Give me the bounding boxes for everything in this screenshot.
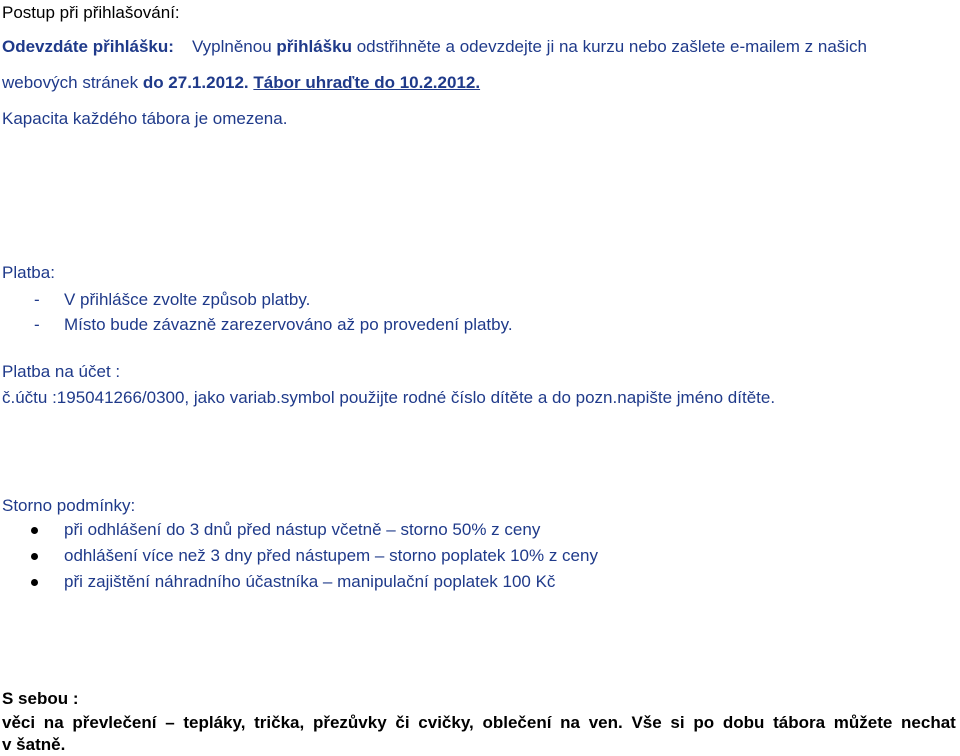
payment-heading: Platba: xyxy=(2,263,55,282)
payment-deadline: Tábor uhraďte do 10.2.2012. xyxy=(253,73,481,92)
bullet-icon xyxy=(31,553,38,560)
payment-item-text: V přihlášce zvolte způsob platby. xyxy=(64,290,311,309)
dash-marker: - xyxy=(34,290,40,309)
storno-item-text: odhlášení více než 3 dny před nástupem – storno poplatek 10% z ceny xyxy=(64,546,598,565)
bullet-icon xyxy=(31,579,38,586)
submit-instructions xyxy=(2,36,958,58)
bullet-icon xyxy=(31,527,38,534)
dash-marker: - xyxy=(34,315,40,334)
registration-deadline: do 27.1.2012. xyxy=(142,73,249,92)
submit-label: Odevzdáte přihlášku: xyxy=(2,37,174,56)
storno-item xyxy=(0,519,700,541)
page-heading: Postup při přihlašování: xyxy=(2,3,180,22)
bring-text-line-1: věci na převlečení – tepláky, trička, přezůvky či cvičky, oblečení na ven. Vše si po dobu tábora můžete nechat xyxy=(2,713,956,732)
payment-item-text: Místo bude závazně zarezervováno až po provedení platby. xyxy=(64,315,513,334)
storno-item-text: při odhlášení do 3 dnů před nástup včetně – storno 50% z ceny xyxy=(64,520,541,539)
bring-text-line-2: v šatně. xyxy=(2,735,66,754)
bring-heading: S sebou : xyxy=(2,689,79,708)
submit-bold-word: přihlášku xyxy=(276,37,352,56)
deadline-line xyxy=(2,72,480,94)
storno-heading: Storno podmínky: xyxy=(2,496,136,515)
submit-text-2: odstřihněte a odevzdejte ji na kurzu nebo zašlete e-mailem z našich xyxy=(356,37,868,56)
storno-item-text: při zajištění náhradního účastníka – manipulační poplatek 100 Kč xyxy=(64,572,556,591)
capacity-note: Kapacita každého tábora je omezena. xyxy=(2,109,288,128)
submit-text-1: Vyplněnou xyxy=(191,37,272,56)
storno-item xyxy=(0,545,700,567)
storno-item xyxy=(0,571,700,593)
account-details: č.účtu :195041266/0300, jako variab.symbol použijte rodné číslo dítěte a do pozn.napište jméno dítěte. xyxy=(2,388,776,407)
account-heading: Platba na účet : xyxy=(2,362,121,381)
web-text: webových stránek xyxy=(2,73,139,92)
